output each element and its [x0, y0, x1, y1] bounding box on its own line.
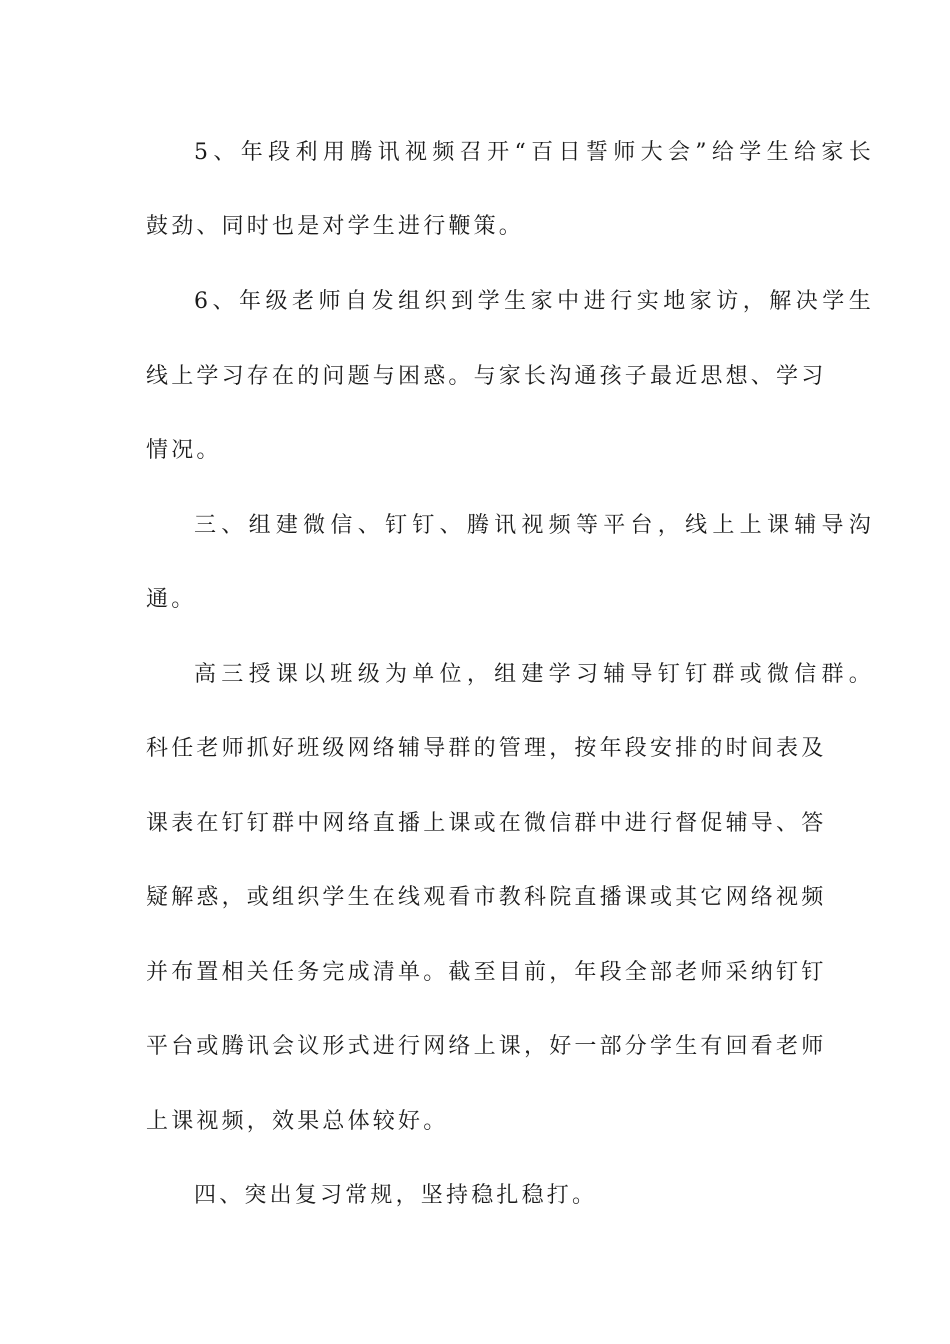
body-paragraph-line-7: 上课视频，效果总体较好。: [146, 1109, 449, 1134]
body-paragraph-line-1: 高三授课以班级为单位，组建学习辅导钉钉群或微信群。: [194, 662, 874, 687]
section-3-heading-line-1: 三、组建微信、钉钉、腾讯视频等平台，线上上课辅导沟: [194, 513, 874, 538]
paragraph-5-line-2: 鼓劲、同时也是对学生进行鞭策。: [146, 214, 525, 239]
paragraph-6-line-1: 6、年级老师自发组织到学生家中进行实地家访，解决学生: [194, 289, 874, 314]
body-paragraph-line-4: 疑解惑，或组织学生在线观看市教科院直播课或其它网络视频: [146, 885, 827, 910]
paragraph-6-line-2: 线上学习存在的问题与困惑。与家长沟通孩子最近思想、学习: [146, 364, 827, 389]
paragraph-6-line-3: 情况。: [146, 438, 222, 463]
body-paragraph-line-6: 平台或腾讯会议形式进行网络上课，好一部分学生有回看老师: [146, 1034, 827, 1059]
section-4-heading: 四、突出复习常规，坚持稳扎稳打。: [194, 1183, 598, 1208]
section-3-heading-line-2: 通。: [146, 587, 197, 612]
body-paragraph-line-3: 课表在钉钉群中网络直播上课或在微信群中进行督促辅导、答: [146, 811, 827, 836]
paragraph-5-line-1: 5、年段利用腾讯视频召开“百日誓师大会”给学生给家长: [194, 140, 874, 165]
body-paragraph-line-5: 并布置相关任务完成清单。截至目前，年段全部老师采纳钉钉: [146, 960, 827, 985]
body-paragraph-line-2: 科任老师抓好班级网络辅导群的管理，按年段安排的时间表及: [146, 736, 827, 761]
